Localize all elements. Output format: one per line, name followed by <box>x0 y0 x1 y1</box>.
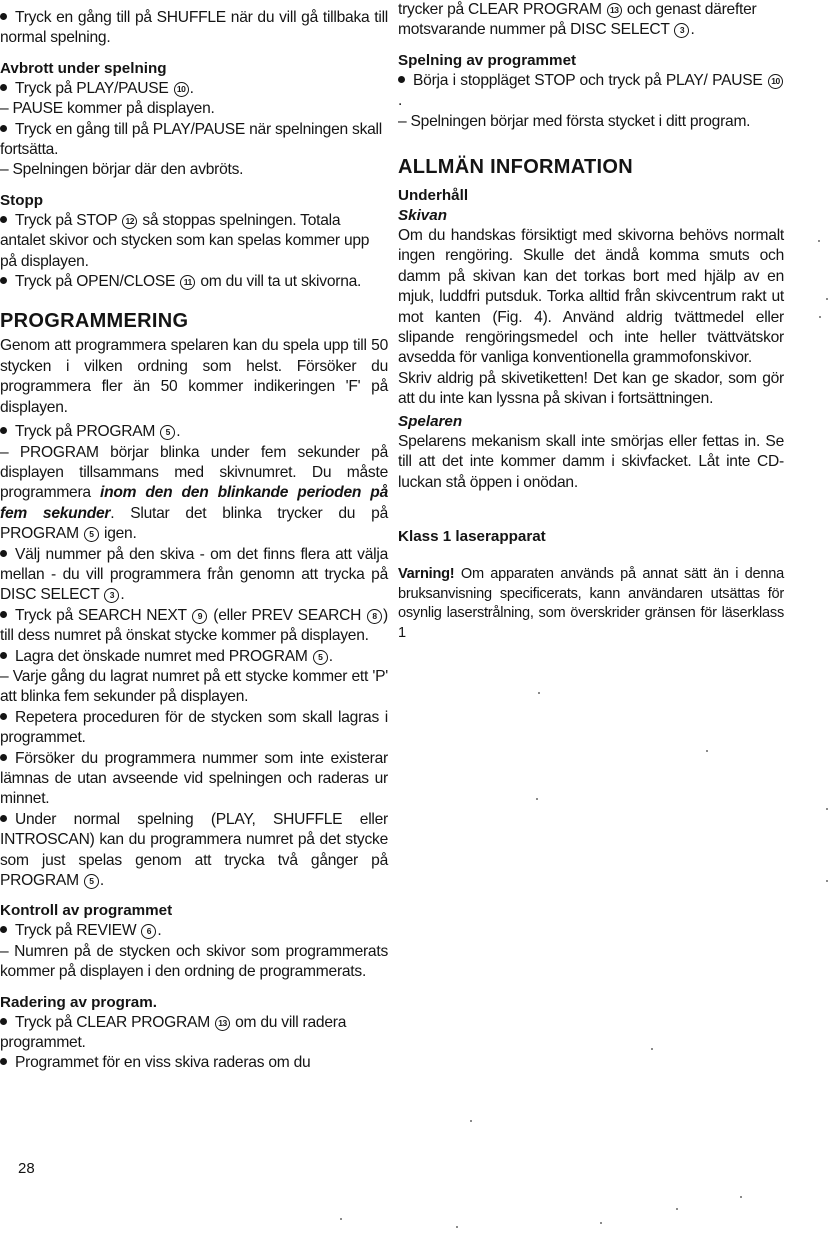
scan-speck <box>706 750 708 752</box>
clear-step-2: Programmet för en viss skiva raderas om du <box>0 1053 388 1073</box>
left-column <box>0 0 388 1074</box>
scan-speck <box>819 316 821 318</box>
review-heading: Kontroll av programmet <box>0 902 173 920</box>
bullet-icon <box>0 815 7 822</box>
programming-heading: PROGRAMMERING <box>0 310 189 333</box>
disc-select-key-icon: 3 <box>104 588 119 603</box>
right-column <box>398 0 784 643</box>
bullet-icon <box>0 652 7 659</box>
search-next-key-icon: 9 <box>192 609 207 624</box>
programming-step-8: Försöker du programmera nummer som inte existerar lämnas de utan avseende vid spelningen och raderas ur minnet. <box>0 749 388 808</box>
stop-step-2: Tryck på OPEN/CLOSE 11 om du vill ta ut skivorna. <box>0 272 388 292</box>
review-step-2: – Numren på de stycken och skivor som programmerats kommer på displayen i den ordning de programmerats. <box>0 942 388 981</box>
program-key-icon: 5 <box>84 874 99 889</box>
bullet-icon <box>0 754 7 761</box>
interrupt-step-4: – Spelningen börjar där den avbröts. <box>0 161 244 179</box>
clear-step-1: Tryck på CLEAR PROGRAM 13 om du vill radera programmet. <box>0 1013 347 1052</box>
scan-speck <box>600 1222 602 1224</box>
clear-continued: trycker på CLEAR PROGRAM 13 och genast därefter motsvarande nummer på DISC SELECT 3 . <box>398 1 757 39</box>
clear-program-key-icon: 13 <box>215 1016 230 1031</box>
disc-care-text: Om du handskas försiktigt med skivorna behövs normalt ingen rengöring. Skulle det ändå komma smuts och damm på skivan kan det torkas bort med hjälp av en mjuk, luddfri putsduk. Torka alltid från skivcentrum rakt ut mot kanten (Fig. 4). Använd aldrig tvättmedel eller slipande rengöringsmedel och inte heller tvättvätskor avsedda för vanliga konventionella grammofonskivor. <box>398 227 784 367</box>
page-number: 28 <box>18 1160 35 1177</box>
stop-key-icon: 12 <box>122 214 137 229</box>
scan-speck <box>470 1120 472 1122</box>
programming-step-9: Under normal spelning (PLAY, SHUFFLE eller INTROSCAN) kan du programmera numret på det stycke som just spelas genom att trycka två gånger på PROGRAM 5 . <box>0 810 388 890</box>
prev-search-key-icon: 8 <box>367 609 382 624</box>
scan-speck <box>826 808 828 810</box>
bullet-icon <box>0 713 7 720</box>
interrupt-heading: Avbrott under spelning <box>0 59 167 77</box>
review-step-1: Tryck på REVIEW 6 . <box>0 921 388 941</box>
scan-speck <box>826 880 828 882</box>
play-program-step-1: Börja i stoppläget STOP och tryck på PLAY/ PAUSE 10. <box>398 71 784 112</box>
programming-step-4: Tryck på SEARCH NEXT 9 (eller PREV SEARCH 8 ) till dess numret på önskat stycke kommer på displayen. <box>0 606 388 645</box>
bullet-icon <box>0 216 7 223</box>
program-key-icon: 5 <box>84 527 99 542</box>
programming-step-7: Repetera proceduren för de stycken som skall lagras i programmet. <box>0 708 388 747</box>
review-key-icon: 6 <box>141 924 156 939</box>
bullet-icon <box>0 84 7 91</box>
scan-speck <box>740 1196 742 1198</box>
play-program-step-2: – Spelningen börjar med första stycket i ditt program. <box>398 112 751 130</box>
scan-speck <box>340 1218 342 1220</box>
scan-speck <box>676 1208 678 1210</box>
programming-intro: Genom att programmera spelaren kan du spela upp till 50 stycken i vilken ordning som helst. Försöker du programmera fler än 50 kommer indikeringen 'F' på displayen. <box>0 337 388 416</box>
scan-speck <box>456 1226 458 1228</box>
programming-step-3: Välj nummer på den skiva - om det finns flera att välja mellan - du vill programmera från genomn att trycka på DISC SELECT 3 . <box>0 545 388 604</box>
disc-select-key-icon: 3 <box>674 23 689 38</box>
player-care-text: Spelarens mekanism skall inte smörjas eller fettas in. Se till att det inte kommer damm i skivfacket. Låt inte CD-luckan stå öppen i onödan. <box>398 432 784 491</box>
bullet-icon <box>0 427 7 434</box>
programming-step-1: Tryck på PROGRAM 5 . <box>0 422 388 442</box>
shuffle-return-text: Tryck en gång till på SHUFFLE när du vill gå tillbaka till normal spelning. <box>0 9 388 47</box>
bullet-icon <box>398 76 405 83</box>
play-program-heading: Spelning av programmet <box>398 51 577 69</box>
stop-step-1: Tryck på STOP 12 så stoppas spelningen. Totala antalet skivor och stycken som kan spelas kommer upp på displayen. <box>0 211 370 270</box>
play-pause-key-icon: 10 <box>174 82 189 97</box>
programming-step-2: – PROGRAM börjar blinka under fem sekunder på displayen tillsammans med skivnumret. Du måste programmera inom den den blinkande perioden på fem sekunder. Slutar det blinka trycker du på PROGRAM 5 igen. <box>0 443 388 543</box>
bullet-icon <box>0 1058 7 1065</box>
bullet-icon <box>0 926 7 933</box>
open-close-key-icon: 11 <box>180 275 195 290</box>
scan-speck <box>818 240 820 242</box>
bullet-icon <box>0 13 7 20</box>
disc-heading: Skivan <box>398 207 447 225</box>
scan-speck <box>826 298 828 300</box>
interrupt-step-1: Tryck på PLAY/PAUSE 10 . <box>0 79 388 99</box>
bullet-icon <box>0 277 7 284</box>
bullet-icon <box>0 1018 7 1025</box>
play-pause-key-icon: 10 <box>768 74 783 89</box>
bullet-icon <box>0 611 7 618</box>
interrupt-step-2: – PAUSE kommer på displayen. <box>0 100 215 118</box>
laser-class-heading: Klass 1 laserapparat <box>398 527 546 545</box>
scan-speck <box>538 692 540 694</box>
clear-heading: Radering av program. <box>0 993 157 1011</box>
programming-step-6: – Varje gång du lagrat numret på ett stycke kommer ett 'P' att blinka fem sekunder på displayen. <box>0 667 388 706</box>
bullet-icon <box>0 125 7 132</box>
clear-program-key-icon: 13 <box>607 3 622 18</box>
player-heading: Spelaren <box>398 412 463 430</box>
disc-label-warning: Skriv aldrig på skivetiketten! Det kan ge skador, som gör att du inte kan lyssna på skivan i fortsättningen. <box>398 369 784 408</box>
scan-speck <box>536 798 538 800</box>
maintenance-heading: Underhåll <box>398 187 469 205</box>
program-key-icon: 5 <box>313 650 328 665</box>
stop-heading: Stopp <box>0 191 44 209</box>
scan-speck <box>651 1048 653 1050</box>
program-key-icon: 5 <box>160 425 175 440</box>
bullet-icon <box>0 550 7 557</box>
laser-warning-text: Varning! Om apparaten används på annat sätt än i denna bruksanvisning specificerats, kann användaren utsättas för osynlig laserstrålning, som överskrider gränsen för läserklass 1 <box>398 565 784 641</box>
programming-step-5: Lagra det önskade numret med PROGRAM 5 . <box>0 647 388 667</box>
general-info-heading: ALLMÄN INFORMATION <box>398 156 633 179</box>
interrupt-step-3: Tryck en gång till på PLAY/PAUSE när spelningen skall fortsätta. <box>0 120 382 159</box>
